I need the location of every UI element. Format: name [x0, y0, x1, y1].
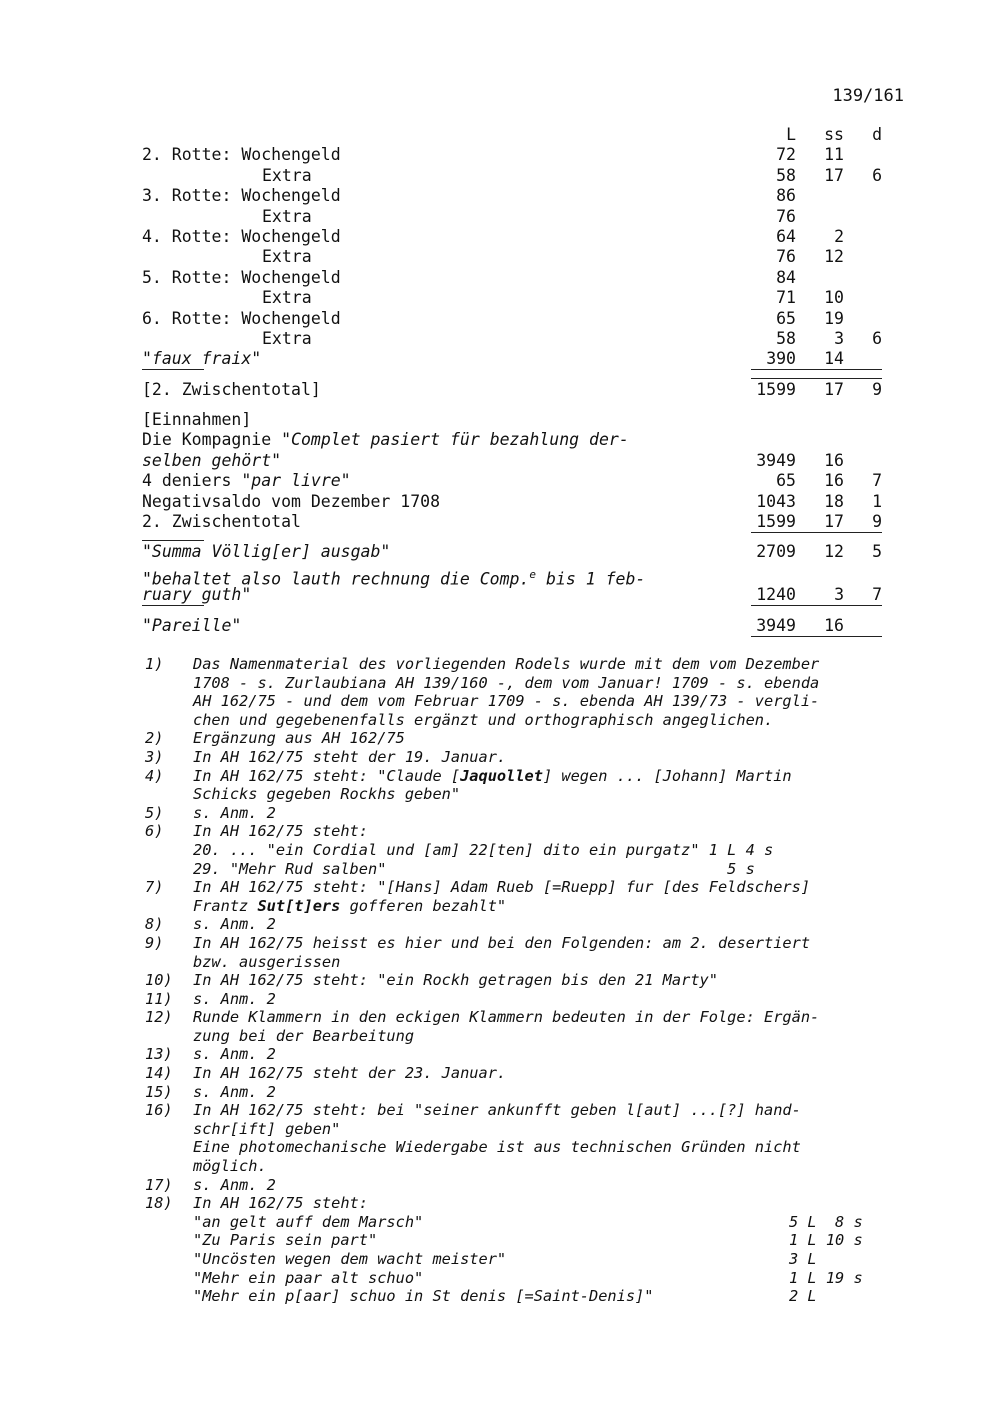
row-label: 2. Rotte: Wochengeld [142, 145, 341, 165]
footnote-number: 15) [145, 1082, 173, 1101]
value-deniers: 6 [872, 328, 882, 348]
kompagnie-row-1 [142, 430, 882, 450]
footnote-text-part: ] wegen ... [Johann] Martin Schicks gegeben Rockhs geben" [193, 766, 792, 804]
einnahmen-heading [142, 410, 882, 430]
value-deniers: 7 [872, 585, 882, 605]
footnote-text: In AH 162/75 steht der 19. Januar. [193, 747, 507, 766]
row-label: 4. Rotte: Wochengeld [142, 226, 341, 246]
row-label: Extra [262, 328, 312, 348]
footnote [145, 748, 885, 767]
row-label: 5. Rotte: Wochengeld [142, 267, 341, 287]
ledger-row [142, 166, 882, 186]
footnote-number: 2) [145, 729, 164, 748]
value-livres: 2709 [756, 542, 796, 562]
footnote-text: In AH 162/75 steht: 20. ... "ein Cordial und [am] 22[ten] dito ein purgatz" 1 L 4 s 29. "Mehr Rud salben" 5 s [193, 822, 774, 878]
value-sols: 10 [824, 288, 844, 308]
expense-amount: 1 L 19 s [789, 1268, 863, 1287]
value-deniers: 9 [872, 379, 882, 399]
behaltet-row-2 [142, 585, 882, 605]
ledger-row [142, 207, 882, 227]
header-livres: L [786, 125, 796, 144]
value-sols: 12 [824, 542, 844, 562]
row-label: 3. Rotte: Wochengeld [142, 186, 341, 206]
value-livres: 65 [776, 308, 796, 328]
footnote [145, 1083, 885, 1102]
row-label: 2. Zwischentotal [142, 512, 301, 532]
value-sols: 3 [834, 585, 844, 605]
footnote [145, 1045, 885, 1064]
footnote [145, 878, 885, 915]
ledger-row [142, 247, 882, 267]
value-livres: 3949 [756, 450, 796, 470]
value-livres: 58 [776, 165, 796, 185]
sum-rule [751, 369, 882, 370]
expense-amount: 5 L 8 s [789, 1212, 863, 1231]
footnote-number: 4) [145, 766, 164, 785]
value-livres: 1599 [756, 512, 796, 532]
footnote-text: s. Anm. 2 [193, 989, 276, 1008]
footnote-text-part: gofferen bezahlt" [340, 896, 507, 915]
value-livres: 1240 [756, 585, 796, 605]
value-deniers: 9 [872, 512, 882, 532]
negativsaldo-row [142, 492, 882, 512]
value-livres: 1043 [756, 491, 796, 511]
expense-text: "an gelt auff dem Marsch" [193, 1212, 424, 1231]
footnote-text: s. Anm. 2 [193, 1082, 276, 1101]
deniers-row [142, 471, 882, 491]
footnote [145, 729, 885, 748]
footnote [145, 767, 885, 804]
margin-rule [142, 369, 204, 370]
page-number: 139/161 [832, 86, 904, 106]
expense-amount: 2 L [789, 1287, 817, 1306]
expense-line [193, 1269, 885, 1288]
summa-row [142, 542, 882, 562]
value-livres: 65 [776, 471, 796, 491]
footnote-text: Ergänzung aus AH 162/75 [193, 729, 405, 748]
value-deniers: 7 [872, 471, 882, 491]
footnote-text [193, 878, 885, 915]
value-sols: 16 [824, 450, 844, 470]
footnote-number: 10) [145, 971, 173, 990]
value-sols: 19 [824, 308, 844, 328]
kompagnie-prefix: Die Kompagnie [142, 430, 282, 450]
header-sols: ss [824, 125, 844, 144]
row-label: "faux fraix" [142, 349, 262, 369]
footnote-text: s. Anm. 2 [193, 1045, 276, 1064]
value-sols: 11 [824, 145, 844, 165]
expense-amount: 1 L 10 s [789, 1231, 863, 1250]
ledger-row [142, 309, 882, 329]
footnote-text-part: In AH 162/75 steht: "[Hans] Adam Rueb [=Ruepp] fur [des Feldschers] Frantz [193, 878, 811, 915]
margin-rule [142, 605, 204, 606]
footnote-number: 18) [145, 1194, 173, 1213]
expense-text: "Mehr ein p[aar] schuo in St denis [=Saint-Denis]" [193, 1287, 654, 1306]
behaltet-text-2: ruary guth" [142, 585, 252, 605]
row-label: Negativsaldo vom Dezember 1708 [142, 491, 441, 511]
row-label: 6. Rotte: Wochengeld [142, 308, 341, 328]
footnote-number: 7) [145, 878, 164, 897]
deniers-prefix: 4 deniers [142, 471, 242, 491]
row-label: Extra [262, 206, 312, 226]
footnote-number: 12) [145, 1008, 173, 1027]
footnote [145, 822, 885, 878]
footnote [145, 915, 885, 934]
row-label: "Pareille" [142, 615, 242, 635]
kompagnie-row-2 [142, 451, 882, 471]
value-livres: 3949 [756, 615, 796, 635]
row-label: [2. Zwischentotal] [142, 379, 321, 399]
ledger-row [142, 227, 882, 247]
deniers-quote: "par livre" [241, 471, 351, 491]
footnote [145, 1101, 885, 1175]
expense-line [193, 1231, 885, 1250]
footnote-number: 6) [145, 822, 164, 841]
footnote-text: s. Anm. 2 [193, 915, 276, 934]
footnote-text: In AH 162/75 steht: "ein Rockh getragen bis den 21 Marty" [193, 971, 718, 990]
footnote [145, 1064, 885, 1083]
footnote-number: 13) [145, 1045, 173, 1064]
footnote-number: 11) [145, 989, 173, 1008]
footnote-number: 17) [145, 1175, 173, 1194]
footnotes [145, 655, 885, 1306]
ledger-table [142, 125, 882, 636]
footnote-text: In AH 162/75 steht: bei "seiner ankunfft geben l[aut] ...[?] hand- schr[ift] geben" Eine photomechanische Wiedergabe ist aus technischen Gründen nicht möglich. [193, 1101, 801, 1176]
sum-rule [751, 605, 882, 606]
bold-name: Sut[t]ers [257, 896, 341, 915]
value-livres: 58 [776, 328, 796, 348]
behaltet-text-end: bis 1 feb- [536, 569, 646, 589]
ledger-row [142, 329, 882, 349]
footnote-number: 3) [145, 747, 164, 766]
ledger-row [142, 288, 882, 308]
value-livres: 72 [776, 145, 796, 165]
value-sols: 16 [824, 615, 844, 635]
footnote [145, 1008, 885, 1045]
value-sols: 12 [824, 247, 844, 267]
zwischentotal-row [142, 380, 882, 400]
footnote [145, 990, 885, 1009]
behaltet-text: "behaltet also lauth rechnung die Comp. [142, 569, 530, 589]
footnote-number: 14) [145, 1064, 173, 1083]
footnote-text: In AH 162/75 steht der 23. Januar. [193, 1064, 507, 1083]
expense-amount: 3 L [789, 1250, 817, 1268]
sum-rule [751, 636, 882, 637]
footnote [145, 934, 885, 971]
footnote-text: Runde Klammern in den eckigen Klammern bedeuten in der Folge: Ergän- zung bei der Bearbeitung [193, 1008, 820, 1045]
value-livres: 76 [776, 247, 796, 267]
value-sols: 17 [824, 512, 844, 532]
footnote [145, 655, 885, 729]
footnote-text: s. Anm. 2 [193, 803, 276, 822]
footnote-text: In AH 162/75 heisst es hier und bei den Folgenden: am 2. desertiert bzw. ausgerissen [193, 933, 811, 971]
value-livres: 390 [766, 349, 796, 369]
footnote-number: 5) [145, 803, 164, 822]
sum-rule [751, 378, 882, 379]
row-label: Extra [262, 165, 312, 185]
expense-line [193, 1213, 885, 1232]
kompagnie-quote-end: selben gehört" [142, 450, 282, 470]
value-deniers: 6 [872, 165, 882, 185]
ledger-header [142, 125, 882, 145]
footnote-number: 9) [145, 933, 164, 952]
footnote-number: 8) [145, 915, 164, 934]
zwischentotal-income-row [142, 512, 882, 532]
footnote [145, 804, 885, 823]
value-livres: 1599 [756, 379, 796, 399]
row-label: "Summa Völlig[er] ausgab" [142, 542, 391, 562]
expense-text: "Uncösten wegen dem wacht meister" [193, 1250, 507, 1268]
value-livres: 76 [776, 206, 796, 226]
kompagnie-quote: "Complet pasiert für bezahlung der- [281, 430, 629, 450]
footnote [145, 971, 885, 990]
row-label: Extra [262, 247, 312, 267]
footnote-intro: In AH 162/75 steht: [193, 1194, 368, 1213]
value-sols: 2 [834, 226, 844, 246]
value-livres: 71 [776, 288, 796, 308]
footnote-text: s. Anm. 2 [193, 1175, 276, 1194]
footnote-text [193, 767, 885, 804]
value-deniers: 5 [872, 542, 882, 562]
superscript-e: e [529, 567, 537, 581]
value-sols: 14 [824, 349, 844, 369]
sum-rule [751, 532, 882, 533]
row-label: Extra [262, 288, 312, 308]
ledger-row [142, 186, 882, 206]
expense-text: "Mehr ein paar alt schuo" [193, 1268, 424, 1287]
value-livres: 64 [776, 226, 796, 246]
value-sols: 18 [824, 491, 844, 511]
value-livres: 84 [776, 267, 796, 287]
header-deniers: d [872, 125, 882, 144]
value-sols: 17 [824, 165, 844, 185]
footnote-18 [145, 1194, 885, 1306]
section-heading: [Einnahmen] [142, 410, 252, 430]
ledger-row [142, 349, 882, 369]
value-sols: 17 [824, 379, 844, 399]
expense-text: "Zu Paris sein part" [193, 1231, 378, 1250]
value-deniers: 1 [872, 491, 882, 511]
value-sols: 16 [824, 471, 844, 491]
value-livres: 86 [776, 186, 796, 206]
pareille-row [142, 616, 882, 636]
footnote-number: 1) [145, 655, 164, 673]
ledger-row [142, 145, 882, 165]
expense-line [193, 1250, 885, 1269]
footnote-text: Das Namenmaterial des vorliegenden Rodels wurde mit dem vom Dezember 1708 - s. Zurlaubiana AH 139/160 -, dem vom Januar! 1709 - s. ebenda AH 162/75 - und dem vom Februar 1709 - s. ebenda AH 139/73 - vergli- chen und gegebenenfalls ergänzt und orthographisch angeglichen. [193, 655, 820, 729]
expense-line [193, 1287, 885, 1306]
behaltet-row-1 [142, 565, 882, 589]
bold-name: Jaquollet [460, 766, 543, 785]
footnote-text-part: In AH 162/75 steht: "Claude [ [193, 766, 461, 785]
footnote-number: 16) [145, 1101, 173, 1120]
value-sols: 3 [834, 328, 844, 348]
footnote [145, 1176, 885, 1195]
margin-rule [142, 540, 204, 541]
ledger-row [142, 268, 882, 288]
